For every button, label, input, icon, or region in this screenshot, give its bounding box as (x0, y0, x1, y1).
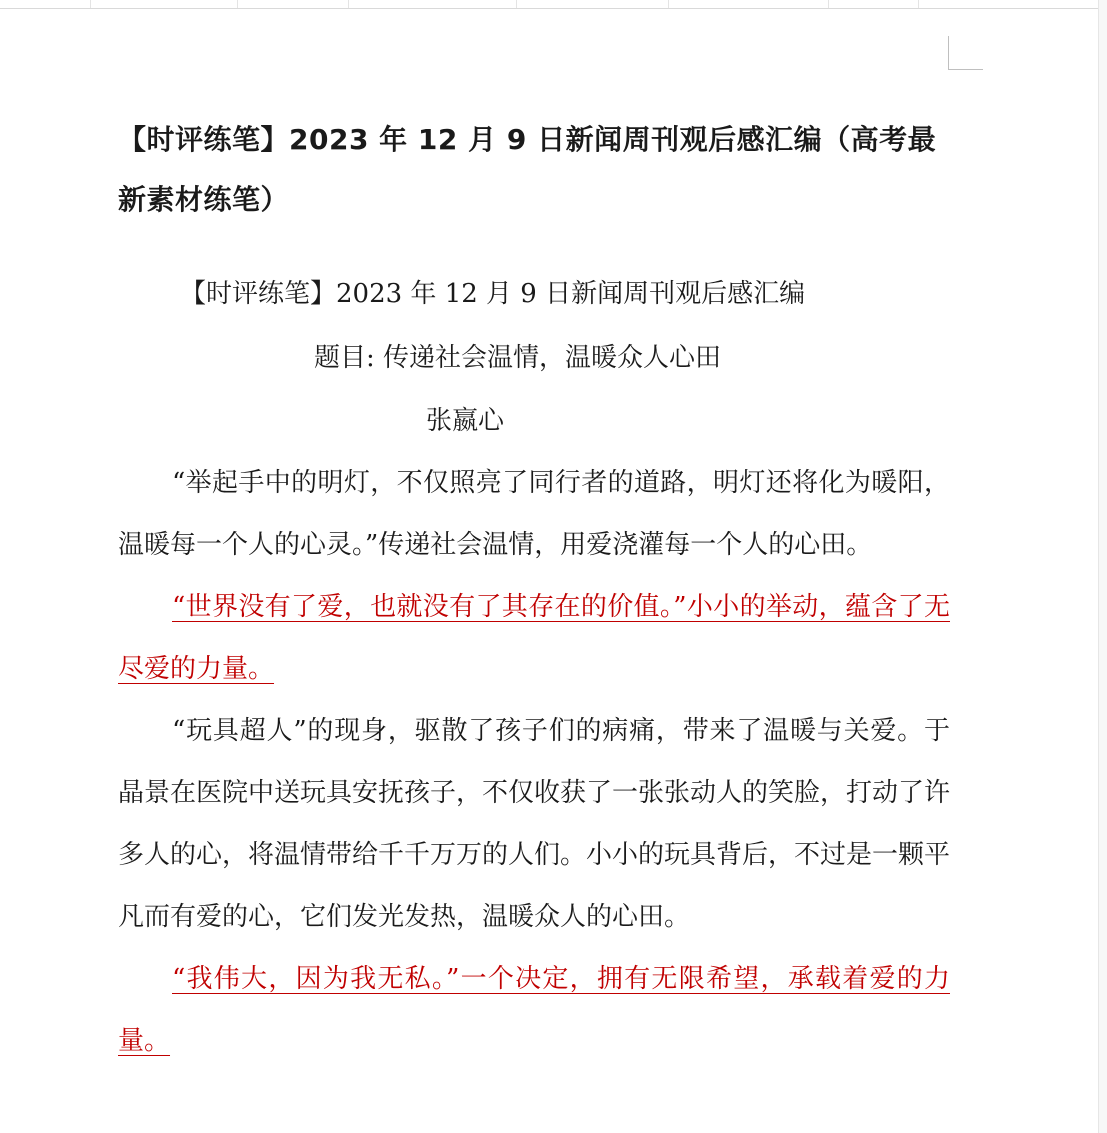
scrollbar-track[interactable] (1098, 0, 1107, 1133)
document-title[interactable]: 【时评练笔】2023 年 12 月 9 日新闻周刊观后感汇编（高考最新素材练笔） (118, 123, 937, 216)
document-page[interactable] (118, 110, 950, 1072)
ruler-tick (237, 0, 238, 8)
ruler-tick (90, 0, 91, 8)
ruler-tick (918, 0, 919, 8)
highlighted-text: “我伟大，因为我无私。”一个决定，拥有无限希望，承载着爱的力量。 (118, 964, 950, 1056)
highlighted-paragraph[interactable] (118, 576, 950, 700)
ruler-line (0, 8, 1107, 9)
highlighted-text: “世界没有了爱，也就没有了其存在的价值。”小小的举动，蕴含了无尽爱的力量。 (118, 592, 950, 684)
highlighted-paragraph[interactable] (118, 948, 950, 1072)
essay-topic[interactable]: 题目: 传递社会温情，温暖众人心田 (314, 343, 722, 373)
sub-heading[interactable]: 【时评练笔】2023 年 12 月 9 日新闻周刊观后感汇编 (180, 279, 806, 309)
paragraph[interactable]: “举起手中的明灯，不仅照亮了同行者的道路，明灯还将化为暖阳，温暖每一个人的心灵。”传递社会温情，用爱浇灌每一个人的心田。 (118, 468, 950, 560)
margin-corner-mark (948, 36, 983, 70)
ruler-tick (348, 0, 349, 8)
ruler-tick (668, 0, 669, 8)
ruler-tick (828, 0, 829, 8)
paragraph[interactable]: “玩具超人”的现身，驱散了孩子们的病痛，带来了温暖与关爱。于晶景在医院中送玩具安抚孩子，不仅收获了一张张动人的笑脸，打动了许多人的心，将温情带给千千万万的人们。小小的玩具背后，不过是一颗平凡而有爱的心，它们发光发热，温暖众人的心田。 (118, 716, 951, 932)
ruler-tick (516, 0, 517, 8)
essay-author[interactable]: 张嬴心 (426, 406, 505, 436)
